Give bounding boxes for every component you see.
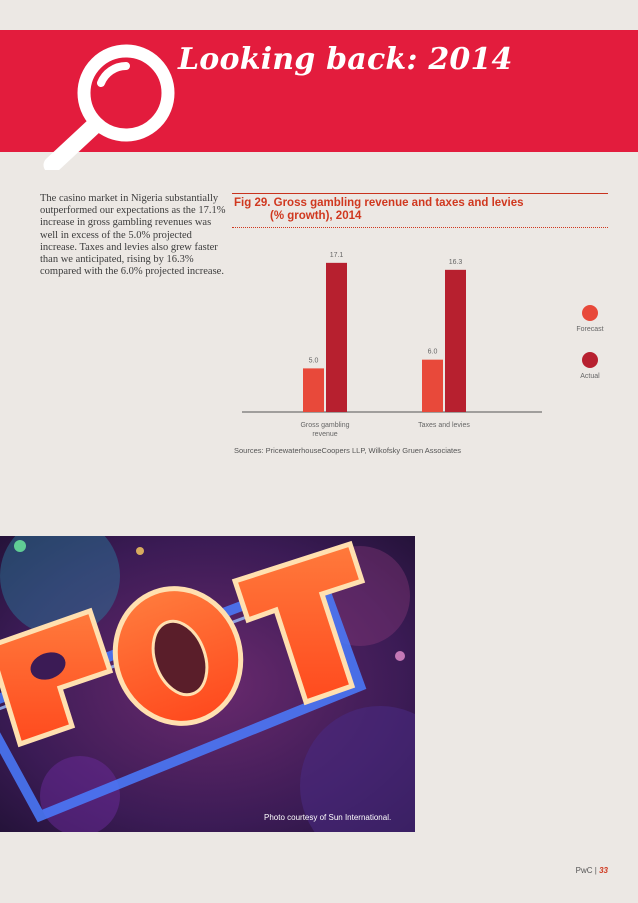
data-label: 6.0	[427, 348, 438, 356]
legend-swatch-actual	[582, 352, 598, 368]
bar-forecast-1	[422, 360, 443, 412]
photo-caption: Photo courtesy of Sun International.	[264, 813, 392, 822]
category-label: Gross gambling	[300, 422, 350, 429]
figure-title	[234, 197, 604, 223]
figure-top-rule	[232, 193, 608, 194]
figure-title-line1: Gross gambling revenue and taxes and levies	[273, 197, 524, 209]
neon-sign-image	[0, 536, 415, 832]
bar-actual-1	[445, 270, 466, 412]
casino-neon-photo	[0, 536, 415, 832]
page-title: Looking back: 2014	[178, 42, 513, 77]
bar-actual-0	[326, 263, 347, 412]
data-label: 16.3	[448, 258, 463, 266]
legend-label: Forecast	[576, 326, 604, 333]
figure-number: Fig 29.	[234, 197, 271, 209]
figure-title-line2: (% growth), 2014	[270, 210, 362, 222]
figure-dotted-rule	[232, 227, 608, 228]
data-label: 17.1	[329, 251, 344, 259]
growth-bar-chart	[232, 235, 632, 450]
figure-sources: Sources: PricewaterhouseCoopers LLP, Wilkofsky Gruen Associates	[234, 446, 462, 455]
footer-brand: PwC |	[575, 866, 597, 875]
category-label: Taxes and levies	[418, 422, 470, 429]
magnifying-glass-icon	[38, 35, 188, 170]
page-footer	[576, 866, 608, 875]
category-label: revenue	[312, 431, 338, 438]
data-label: 5.0	[308, 357, 319, 365]
legend-label: Actual	[580, 373, 600, 380]
legend-swatch-forecast	[582, 305, 598, 321]
bar-forecast-0	[303, 368, 324, 412]
page-number: 33	[599, 866, 608, 875]
intro-paragraph: The casino market in Nigeria substantially outperformed our expectations as the 17.1% increase in gross gambling revenues was well in excess of the 5.0% projected increase. Taxes and levies also grew faster than we anticipated, rising by 16.3% compared with the 6.0% projected increase.	[40, 193, 226, 278]
